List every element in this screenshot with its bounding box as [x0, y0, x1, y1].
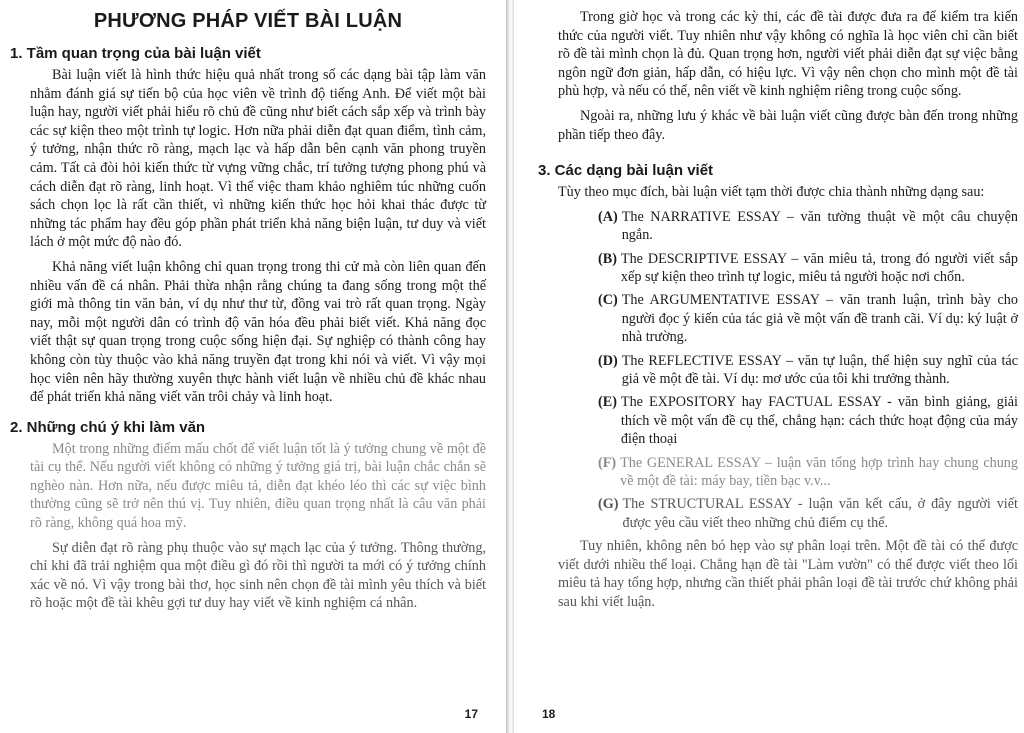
item-tag: (A) [598, 208, 618, 225]
section-2-paragraph-2: Sự diễn đạt rõ ràng phụ thuộc vào sự mạch lạc của ý tưởng. Thông thường, chỉ khi đã trải nghiệm qua một điều gì đó rồi thì người ta mới có ý tưởng chính xác về nó. Vì vậy trong bài thơ, học sinh nên chọn đề tài mình yêu thích và biết rõ hoặc một đề tài khêu gợi tư duy hay viết về kinh nghiệm cá nhân. [30, 539, 486, 612]
list-item [598, 291, 1018, 346]
essay-type-list [558, 208, 1018, 533]
section-3-closing: Tuy nhiên, không nên bó hẹp vào sự phân loại trên. Một đề tài có thể được viết dưới nhiều thể loại. Chẳng hạn đề tài "Làm vườn" có thể được viết theo lối miêu tả hay tổng hợp, nhưng cần thiết phải phân loại đề tài trước chứ không phải sau khi viết luận. [558, 538, 1018, 611]
section-3-lead: Tùy theo mục đích, bài luận viết tạm thời được chia thành những dạng sau: [558, 184, 985, 201]
item-text: The NARRATIVE ESSAY – văn tường thuật về một câu chuyện ngắn. [621, 208, 1018, 244]
item-tag: (G) [598, 496, 619, 513]
section-1-body [10, 66, 486, 407]
page-number-left: 17 [464, 707, 478, 721]
intro-paragraph-1: Trong giờ học và trong các kỳ thi, các đề tài được đưa ra để kiểm tra kiến thức của người viết. Tuy nhiên như vậy không có nghĩa là học viên chỉ cần biết rõ đề tài mình chọn là đủ. Quan trọng hơn, người viết phải diễn đạt sự việc bằng ngôn ngữ đơn giản, hấp dẫn, có hiệu lực. Vì vậy nên chọn cho mình một đề tài phù hợp, và nếu có thể, nên viết về kinh nghiệm riêng trong cuộc sống. [558, 9, 1018, 100]
item-text: The DESCRIPTIVE ESSAY – văn miêu tả, trong đó người viết sắp xếp sự kiện theo trình tự logic, miêu tả người hoặc nơi chốn. [620, 250, 1018, 285]
list-item [598, 208, 1018, 245]
page-number-right: 18 [542, 707, 556, 721]
section-3-heading: 3. Các dạng bài luận viết [538, 162, 714, 180]
section-3-body [538, 183, 1018, 611]
intro-paragraph-2: Ngoài ra, những lưu ý khác về bài luận viết cũng được bàn đến trong những phần tiếp theo đây. [558, 107, 1018, 143]
right-intro [538, 8, 1018, 144]
item-text: The STRUCTURAL ESSAY - luận văn kết cấu, ở đây người viết được yêu cầu viết theo những chủ điểm cụ thể. [622, 496, 1018, 531]
item-tag: (B) [598, 250, 617, 267]
section-1-heading: 1. Tầm quan trọng của bài luận viết [10, 45, 261, 62]
page-title: PHƯƠNG PHÁP VIẾT BÀI LUẬN [93, 10, 403, 32]
item-text: The GENERAL ESSAY – luận văn tổng hợp trình hay chung chung về một đề tài: máy bay, tiền bạc v.v... [620, 454, 1018, 490]
right-page [512, 0, 1024, 733]
section-2-paragraph-1: Một trong những điểm mấu chốt để viết luận tốt là ý tưởng chung về một đề tài cụ thể. Nếu người viết không có những ý tưởng giá trị, bài luận chắc chắn sẽ nghèo nàn. Hơn nữa, nếu được miêu tả, diễn đạt khéo léo thì các sự việc bình thường cũng sẽ trở nên thú vị. Tuy nhiên, điều quan trọng nhất là câu văn phải rõ ràng, không quá hoa mỹ. [30, 440, 486, 532]
list-item [598, 352, 1018, 389]
item-tag: (C) [598, 292, 618, 309]
list-item [598, 454, 1018, 491]
item-text: The ARGUMENTATIVE ESSAY – văn tranh luận, trình bày cho người đọc ý kiến của tác giả về một vấn đề tranh cãi. Ví dụ: ký luật ở nhà trường. [621, 292, 1018, 346]
list-item [598, 495, 1018, 532]
section-1-paragraph-1: Bài luận viết là hình thức hiệu quả nhất trong số các dạng bài tập làm văn nhằm đánh giá sự tiến bộ của học viên về trình độ tiếng Anh. Để viết một bài luận hay, người viết phải hiểu rõ chủ đề cũng như biết cách sắp xếp và trình bày các sự kiện theo một trình tự logic. Hơn nữa phải diễn đạt quan điểm, tình cảm, ý tưởng, nhận thức rõ ràng, mạch lạc và hấp dẫn bên cạnh văn phong truyền cảm. Tất cả đòi hỏi kiến thức từ vựng vững chắc, trí tưởng tượng phong phú và cách diễn đạt rõ ràng, linh hoạt. Vì thế việc tham khảo nghiêm túc những cuốn sách chọn lọc là rất cần thiết, vì những kiến thức học hỏi khai thác được từ những tác phẩm hay đều góp phần phát triển khả năng biện luận, tư duy và viết lách ở một mức độ nào đó. [30, 67, 486, 251]
item-tag: (D) [598, 352, 618, 369]
item-tag: (E) [598, 394, 617, 411]
list-item [598, 393, 1018, 448]
left-page [0, 0, 508, 733]
section-2-body [10, 440, 486, 613]
section-1-paragraph-2: Khả năng viết luận không chỉ quan trọng trong thi cử mà còn liên quan đến nhiều vấn đề cá nhân. Phải thừa nhận rằng chúng ta đang sống trong một thế giới mà thông tin văn bản, ví dụ như thư từ, đồng vai trò rất quan trọng. Ngày nay, mỗi một người dân có trình độ văn hóa đều phải biết viết. Khả năng đọc viết thật sự quan trọng trong cuộc sống hiện đại. Sự nghiệp có thành công hay không còn tùy thuộc vào khả năng truyền đạt trong khi nói và viết. Vì vậy mọi học viên nên hãy thường xuyên thực hành viết luận về nhiều chủ đề khác nhau để phát triển khả năng viết văn trôi chảy và linh hoạt. [30, 258, 486, 406]
item-tag: (F) [598, 454, 617, 471]
item-text: The REFLECTIVE ESSAY – văn tự luận, thể hiện suy nghĩ của tác giả về một đề tài. Ví dụ: mơ ước của tôi khi trưởng thành. [621, 352, 1018, 387]
list-item [598, 250, 1018, 287]
item-text: The EXPOSITORY hay FACTUAL ESSAY - văn bình giảng, giải thích về một vấn đề cụ thể, chẳng hạn: cách thức hoạt động của máy điện thoại [620, 394, 1018, 448]
section-2-heading: 2. Những chú ý khi làm văn [10, 418, 206, 436]
